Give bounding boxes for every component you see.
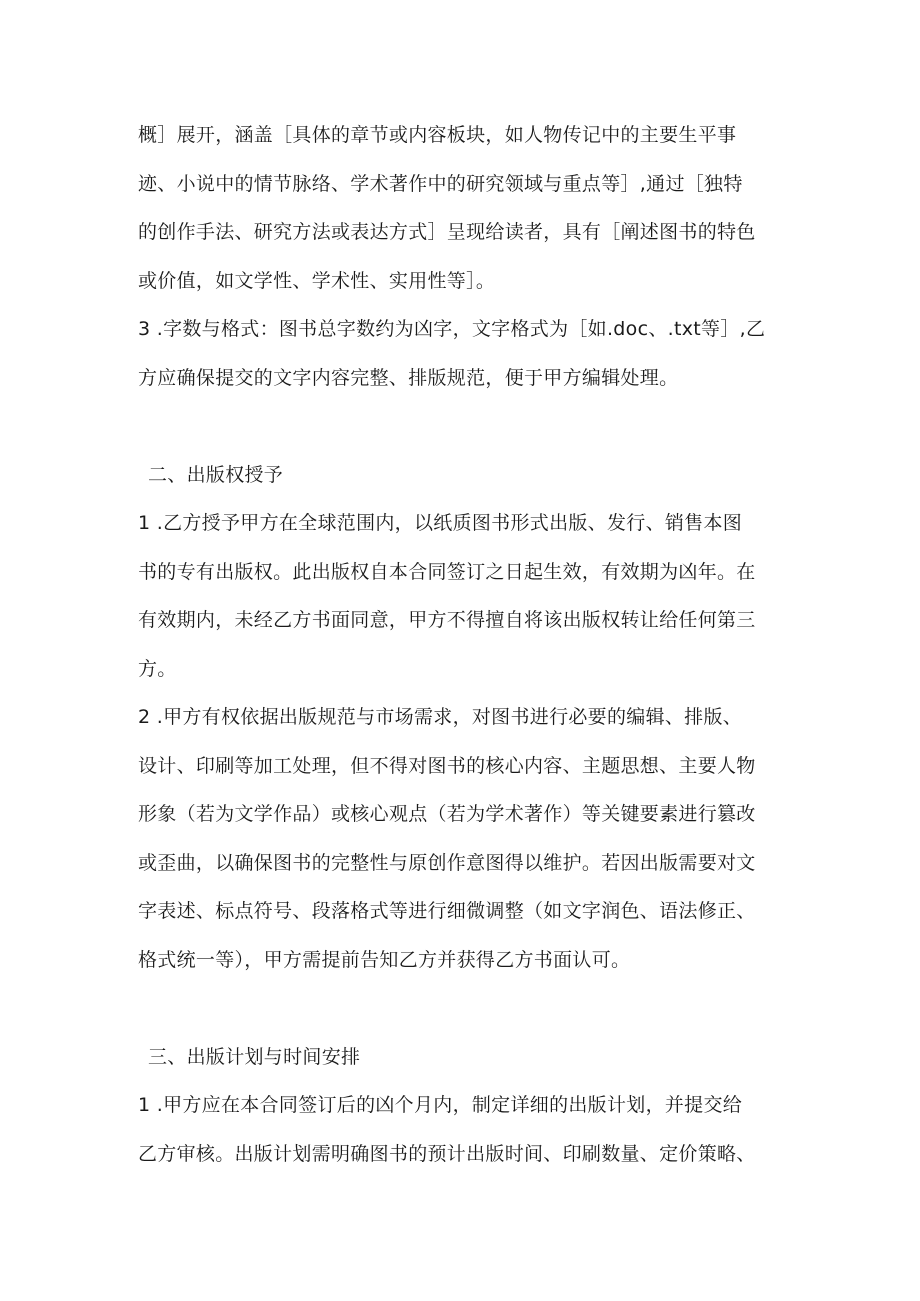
- section-spacer: [138, 409, 788, 458]
- clause-2-line: 格式统一等），甲方需提前告知乙方并获得乙方书面认可。: [138, 948, 631, 971]
- paragraph-line: 或价值，如文学性、学术性、实用性等］。: [138, 269, 496, 292]
- clause-1-line: 1 .乙方授予甲方在全球范围内，以纸质图书形式出版、发行、销售本图: [138, 512, 743, 534]
- clause-1-line: 方。: [138, 657, 177, 680]
- section-heading: 三、出版计划与时间安排: [148, 1045, 361, 1068]
- clause-2-line: 或歪曲，以确保图书的完整性与原创作意图得以维护。若因出版需要对文: [138, 851, 756, 874]
- paragraph-line: 迹、小说中的情节脉络、学术著作中的研究领域与重点等］,通过［独特: [138, 172, 743, 195]
- clause-2-line: 设计、印刷等加工处理，但不得对图书的核心内容、主题思想、主要人物: [138, 754, 756, 777]
- paragraph-line: 的创作手法、研究方法或表达方式］呈现给读者，具有［阐述图书的特色: [138, 221, 756, 243]
- clause-2-line: 字表述、标点符号、段落格式等进行细微调整（如文字润色、语法修正、: [138, 900, 756, 922]
- clause-3-line: 3 .字数与格式：图书总字数约为凶字，文字格式为［如.doc、.txt等］,乙: [138, 318, 766, 340]
- section-publishing-schedule: [138, 1040, 788, 1171]
- clause-3-line: 方应确保提交的文字内容完整、排版规范，便于甲方编辑处理。: [138, 366, 679, 389]
- clause-2-line: 形象（若为文学作品）或核心观点（若为学术著作）等关键要素进行篡改: [138, 803, 756, 825]
- section-publishing-rights: [138, 458, 788, 977]
- clause-1-line: 乙方审核。出版计划需明确图书的预计出版时间、印刷数量、定价策略、: [138, 1142, 756, 1165]
- clause-1-line: 1 .甲方应在本合同签订后的凶个月内，制定详细的出版计划，并提交给: [138, 1094, 743, 1116]
- document-page: [138, 118, 788, 1185]
- clause-1-line: 书的专有出版权。此出版权自本合同签订之日起生效，有效期为凶年。在: [138, 560, 756, 583]
- clause-2-line: 2 .甲方有权依据出版规范与市场需求，对图书进行必要的编辑、排版、: [138, 706, 743, 728]
- paragraph-line: 概］展开，涵盖［具体的章节或内容板块，如人物传记中的主要生平事: [138, 124, 737, 146]
- clause-1-line: 有效期内，未经乙方书面同意，甲方不得擅自将该出版权转让给任何第三: [138, 609, 756, 631]
- section-heading: 二、出版权授予: [148, 463, 284, 486]
- section-spacer: [138, 991, 788, 1040]
- section-content-format: [138, 118, 788, 395]
